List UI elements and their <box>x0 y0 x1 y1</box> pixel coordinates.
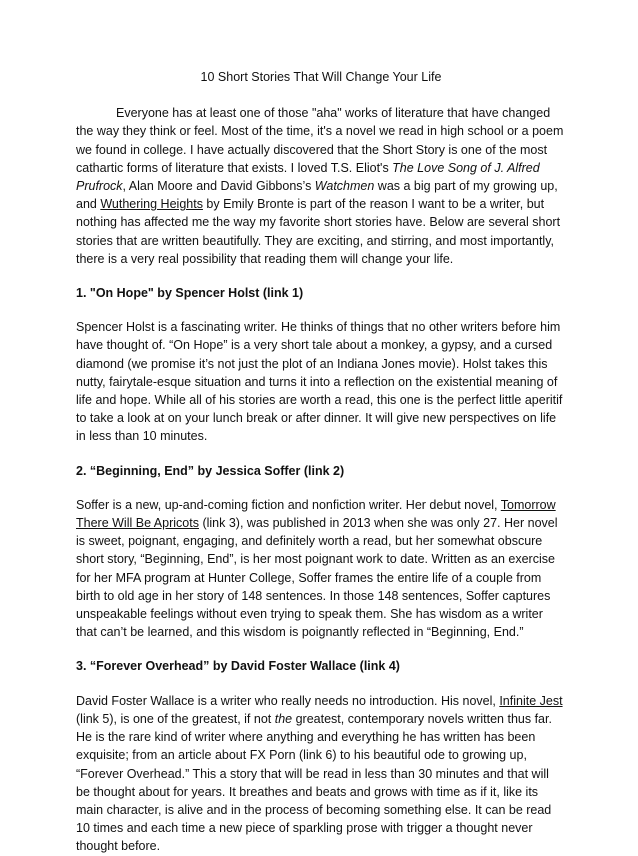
intro-text-3: was a big part of my growing up, and <box>76 179 558 212</box>
intro-paragraph <box>76 104 566 268</box>
intro-italic-watchmen: Watchmen <box>314 179 375 194</box>
section-1-heading: 1. "On Hope" by Spencer Holst (link 1) <box>76 286 304 301</box>
section-2-link-apricots[interactable]: Tomorrow There Will Be Apricots <box>76 497 556 531</box>
intro-italic-prufrock: The Love Song of J. Alfred Prufrock <box>76 160 540 194</box>
section-2-heading: 2. “Beginning, End” by Jessica Soffer (link 2) <box>76 463 345 478</box>
section-1-body: Spencer Holst is a fascinating writer. He thinks of things that no other writers before him have thought of. “On Hope” is a very short tale about a monkey, a gypsy, and a cursed diamond (we promise it’s not just the plot of an Indiana Jones movie). Holst takes this nutty, fairytale-esque situation and turns it into a reflection on the existential meaning of life and hope. While all of his stories are worth a read, this one is the perfect little aperitif to take a look at on your lunch break or after dinner. It will give new perspectives on life in less than 10 minutes. <box>76 320 563 444</box>
section-3-text-1: David Foster Wallace is a writer who really needs no introduction. His novel, <box>76 693 500 708</box>
intro-text-1: Everyone has at least one of those "aha" works of literature that have changed the way they think or feel. Most of the time, it's a novel we read in high school or a poem we found in college. I have actually discovered that the Short Story is one of the most cathartic forms of literature that exists. I loved T.S. Eliot's <box>76 106 564 175</box>
document-title: 10 Short Stories That Will Change Your Life <box>200 70 442 84</box>
section-3-text-2: (link 5), is one of the greatest, if not <box>76 711 275 726</box>
section-3-italic-the: the <box>274 711 293 726</box>
section-3-body <box>76 692 566 856</box>
intro-text-2: , Alan Moore and David Gibbons’s <box>122 179 315 194</box>
section-2-body <box>76 496 566 642</box>
document-page <box>76 68 566 856</box>
section-3-heading: 3. “Forever Overhead” by David Foster Wallace (link 4) <box>76 659 400 674</box>
section-2-text-1: Soffer is a new, up-and-coming fiction and nonfiction writer. Her debut novel, <box>76 497 501 512</box>
section-3-text-3: greatest, contemporary novels written thus far. He is the rare kind of writer where anything and everything he has written has been exquisite; from an article about FX Porn (link 6) to his beautiful ode to growing up, “Forever Overhead.” This a story that will be read in less than 30 minutes and that will be thought about for years. It breathes and beats and grows with time as if it, like its main character, is alive and in the process of becoming something else. It can be read 10 times and each time a new piece of sparkling prose with trigger a thought never thought before. <box>76 711 552 854</box>
section-3-link-infinite-jest[interactable]: Infinite Jest <box>499 693 563 708</box>
section-2-text-2: (link 3), was published in 2013 when she was only 27. Her novel is sweet, poignant, engaging, and definitely worth a read, but her somewhat obscure short story, “Beginning, End”, is her most poignant work to date. Written as an exercise for her MFA program at Hunter College, Soffer frames the entire life of a couple from birth to old age in her story of 148 sentences. In those 148 sentences, Soffer captures unspeakable feelings without even trying to speak them. She has wisdom as a writer that can’t be learned, and this wisdom is poignantly reflected in “Beginning, End.” <box>76 516 558 640</box>
intro-text-4: by Emily Bronte is part of the reason I want to be a writer, but nothing has affected me the way my favorite short stories have. Below are several short stories that are written beautifully. They are exciting, and stirring, and most importantly, there is a very real possibility that reading them will change your life. <box>76 197 561 266</box>
intro-link-wuthering-heights[interactable]: Wuthering Heights <box>100 197 203 212</box>
